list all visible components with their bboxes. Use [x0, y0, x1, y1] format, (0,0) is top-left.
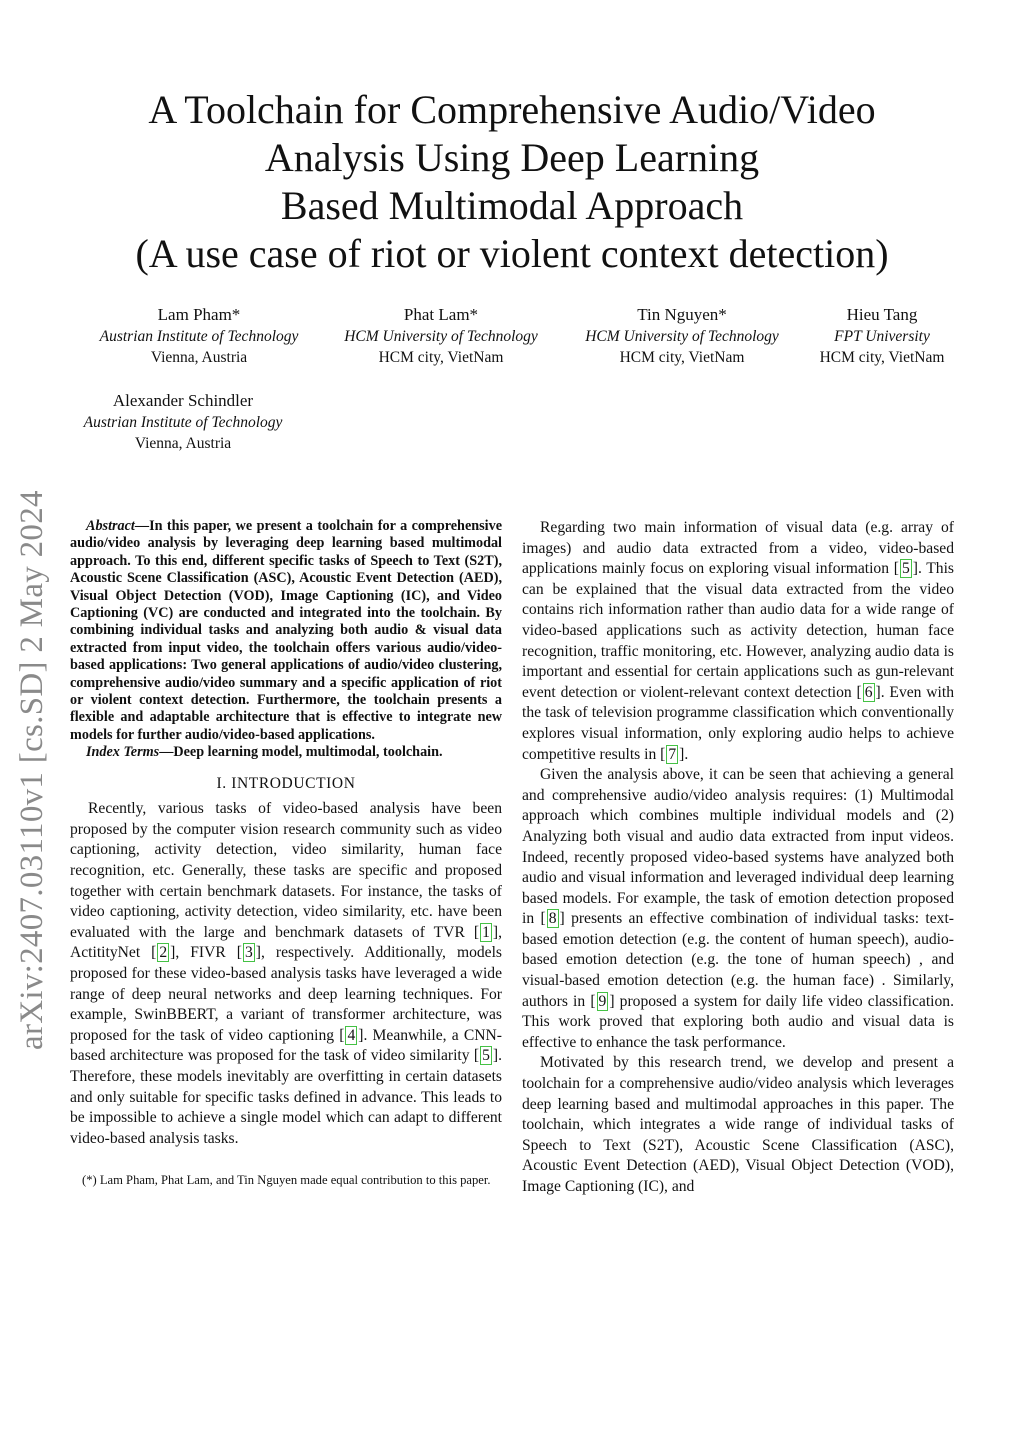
- author-location: Vienna, Austria: [150, 349, 248, 366]
- title-line: Based Multimodal Approach: [280, 183, 744, 228]
- paragraph: Motivated by this research trend, we develop and present a toolchain for a comprehensive audio/video analysis which leverages deep learning based and multimodal approaches in this paper. The toolchain, which integrates a wide range of individual tasks of Speech to Text (S2T), Acoustic Scene Classification (ASC), Acoustic Event Detection (AED), Visual Object Detection (VOD), Image Captioning (IC), and: [522, 1054, 954, 1195]
- text-run: , respectively. Additionally, models proposed for these video-based analysis tasks have leveraged a wide range of deep neural networks and deep learning techniques. For example, SwinBBERT, a variant of transformer architecture, was proposed for the task of video captioning: [70, 944, 502, 1044]
- paragraph: Recently, various tasks of video-based analysis have been proposed by the computer vision research community such as video captioning, activity detection, video similarity, human face recognition, etc. Generally, these tasks are specific and proposed together with certain benchmark datasets. For instance, the tasks of video captioning, activity detection, video similarity, etc. have been evaluated with the large and benchmark datasets of TVR [ 1 ], ActitityNet [ 2 ], FIVR [ 3 ], respectively. Additionally, models proposed for these video-based analysis tasks have leveraged a wide range of deep neural networks and deep learning techniques. For example, SwinBBERT, a variant of transformer architecture, was proposed for the task of video captioning [ 4 ]. Meanwhile, a CNN-based architecture was proposed for the task of video similarity [ 5 ]. Therefore, these models inevitably are overfitting in certain datasets and only suitable for specific tasks defined in advance. This leads to be impossible to achieve a single model which can adapt to different video-based analysis tasks.: [70, 800, 502, 1147]
- author-location: HCM city, VietNam: [619, 349, 745, 366]
- author-block: [566, 304, 798, 369]
- author-location: HCM city, VietNam: [378, 349, 504, 366]
- author-affiliation: HCM University of Technology: [585, 327, 779, 345]
- text-run: , ActitityNet: [70, 923, 502, 962]
- abstract: [70, 518, 502, 744]
- author-location: HCM city, VietNam: [819, 349, 945, 366]
- citation-link[interactable]: 9: [598, 992, 607, 1010]
- text-run: . Therefore, these models inevitably are overfitting in certain datasets and only suitable for specific tasks defined in advance. This leads to be impossible to achieve a single model which can adapt to different video-based analysis tasks.: [70, 1047, 502, 1147]
- paper-title: [0, 86, 1024, 278]
- citation-link[interactable]: 8: [548, 910, 557, 928]
- section-heading: I. INTRODUCTION: [216, 774, 356, 792]
- text-run: Recently, various tasks of video-based analysis have been proposed by the computer vision research community such as video captioning, activity detection, video similarity, human face recognition, etc. Generally, these tasks are specific and proposed together with certain benchmark datasets. For instance, the tasks of video captioning, activity detection, video similarity, etc. have been evaluated with the large and benchmark datasets of TVR: [70, 800, 502, 941]
- citation-link[interactable]: 5: [482, 1047, 490, 1065]
- citation-link[interactable]: 7: [668, 745, 677, 763]
- text-run: Given the analysis above, it can be seen that achieving a general and comprehensive audio/video analysis requires: (1) Multimodal approach which combines multiple individual models and (2) Analyzing both visual and audio data extracted from input videos. Indeed, recently proposed video-based systems have analyzed both audio and visual information and leveraged individual deep learning based models. For example, the task of emotion detection proposed in: [522, 766, 954, 928]
- author-affiliation: HCM University of Technology: [344, 327, 538, 345]
- text-run: , FIVR: [175, 944, 237, 962]
- text-run: . Meanwhile, a CNN-based architecture was proposed for the task of video similarity: [70, 1026, 502, 1065]
- title-line: (A use case of riot or violent context detection): [135, 231, 889, 276]
- citation-link[interactable]: 1: [482, 923, 490, 941]
- author-block: [326, 304, 556, 369]
- text-run: presents an effective combination of individual tasks: text-based emotion detection (e.g. the content of human speech), audio-based emotion detection (e.g. the tone of human speech) , and visual-based emotion detection (e.g. the human face) . Similarly, authors in: [522, 910, 954, 1010]
- paragraph: Regarding two main information of visual data (e.g. array of images) and audio data extracted from a video, video-based applications mainly focus on exploring visual information [ 5 ]. This can be explained that the visual data extracted from the video contains rich information rather than audio data for a wide range of video-based applications such as activity detection, human face recognition, traffic monitoring, etc. However, analyzing audio data is important and essential for certain applications such as gun-relevant event detection or violent-relevant context detection [ 6 ]. Even with the task of television programme classification which conventionally explores visual information, only exploring audio helps to achieve competitive results in [ 7 ].: [522, 519, 954, 763]
- footnote: (*) Lam Pham, Phat Lam, and Tin Nguyen made equal contribution to this paper.: [82, 1173, 491, 1188]
- citation-link[interactable]: 4: [347, 1026, 356, 1044]
- author-name: Alexander Schindler: [112, 391, 254, 410]
- index-terms-text: —Deep learning model, multimodal, toolchain.: [159, 744, 443, 761]
- index-terms-label: Index Terms: [86, 744, 160, 761]
- citation-link[interactable]: 2: [159, 944, 168, 962]
- author-name: Lam Pham*: [157, 305, 241, 324]
- citation-link[interactable]: 6: [864, 683, 873, 701]
- text-run: proposed a system for daily life video classification. This work proved that exploring both audio and visual data is effective to enhance the task performance.: [522, 992, 954, 1051]
- author-affiliation: Austrian Institute of Technology: [83, 413, 283, 431]
- title-line: Analysis Using Deep Learning: [264, 135, 760, 180]
- author-affiliation: FPT University: [834, 327, 930, 345]
- paragraph: Given the analysis above, it can be seen that achieving a general and comprehensive audio/video analysis requires: (1) Multimodal approach which combines multiple individual models and (2) Analyzing both visual and audio data extracted from input videos. Indeed, recently proposed video-based systems have analyzed both audio and visual information and leveraged individual deep learning based models. For example, the task of emotion detection proposed in [ 8 ] presents an effective combination of individual tasks: text-based emotion detection (e.g. the content of human speech), audio-based emotion detection (e.g. the tone of human speech) , and visual-based emotion detection (e.g. the human face) . Similarly, authors in [ 9 ] proposed a system for daily life video classification. This work proved that exploring both audio and visual data is effective to enhance the task performance.: [522, 766, 954, 1051]
- arxiv-identifier: arXiv:2407.03110v1 [cs.SD] 2 May 2024: [14, 490, 50, 1050]
- left-column: [70, 518, 502, 1189]
- author-affiliation: Austrian Institute of Technology: [99, 327, 299, 345]
- author-block: [80, 304, 318, 369]
- title-line: A Toolchain for Comprehensive Audio/Video: [148, 87, 876, 132]
- text-run: . Even with the task of television programme classification which conventionally explores visual information, only exploring audio helps to achieve competitive results in: [522, 683, 954, 763]
- author-location: Vienna, Austria: [134, 435, 232, 452]
- author-name: Hieu Tang: [846, 305, 918, 324]
- author-name: Tin Nguyen*: [637, 305, 727, 324]
- text-run: .: [684, 745, 689, 763]
- abstract-text: —In this paper, we present a toolchain for a comprehensive audio/video analysis by leveraging deep learning based multimodal approach. To this end, different specific tasks of Speech to Text (S2T), Acoustic Scene Classification (ASC), Acoustic Event Detection (AED), Visual Object Detection (VOD), Image Captioning (IC), and Video Captioning (VC) are conducted and integrated into the toolchain. By combining individual tasks and analyzing both audio & visual data extracted from input video, the toolchain offers various audio/video-based applications: Two general applications of audio/video clustering, comprehensive audio/video summary and a specific application of riot or violent context detection. Furthermore, the toolchain presents a flexible and adaptable architecture that is effective to integrate new models for further audio/video-based applications.: [70, 518, 502, 743]
- author-block: [64, 390, 302, 455]
- text-run: . This can be explained that the visual data extracted from the video contains rich information rather than audio data for a wide range of video-based applications such as activity detection, human face recognition, traffic monitoring, etc. However, analyzing audio data is important and essential for certain applications such as gun-relevant event detection or violent-relevant context detection: [522, 560, 954, 701]
- index-terms: [70, 744, 502, 761]
- citation-link[interactable]: 3: [244, 944, 253, 962]
- abstract-label: Abstract: [86, 518, 135, 534]
- author-block: [804, 304, 960, 369]
- right-column: [522, 518, 954, 1198]
- text-run: Regarding two main information of visual data (e.g. array of images) and audio data extracted from a video, video-based applications mainly focus on exploring visual information: [522, 519, 954, 578]
- citation-link[interactable]: 5: [901, 560, 910, 578]
- author-name: Phat Lam*: [403, 305, 479, 324]
